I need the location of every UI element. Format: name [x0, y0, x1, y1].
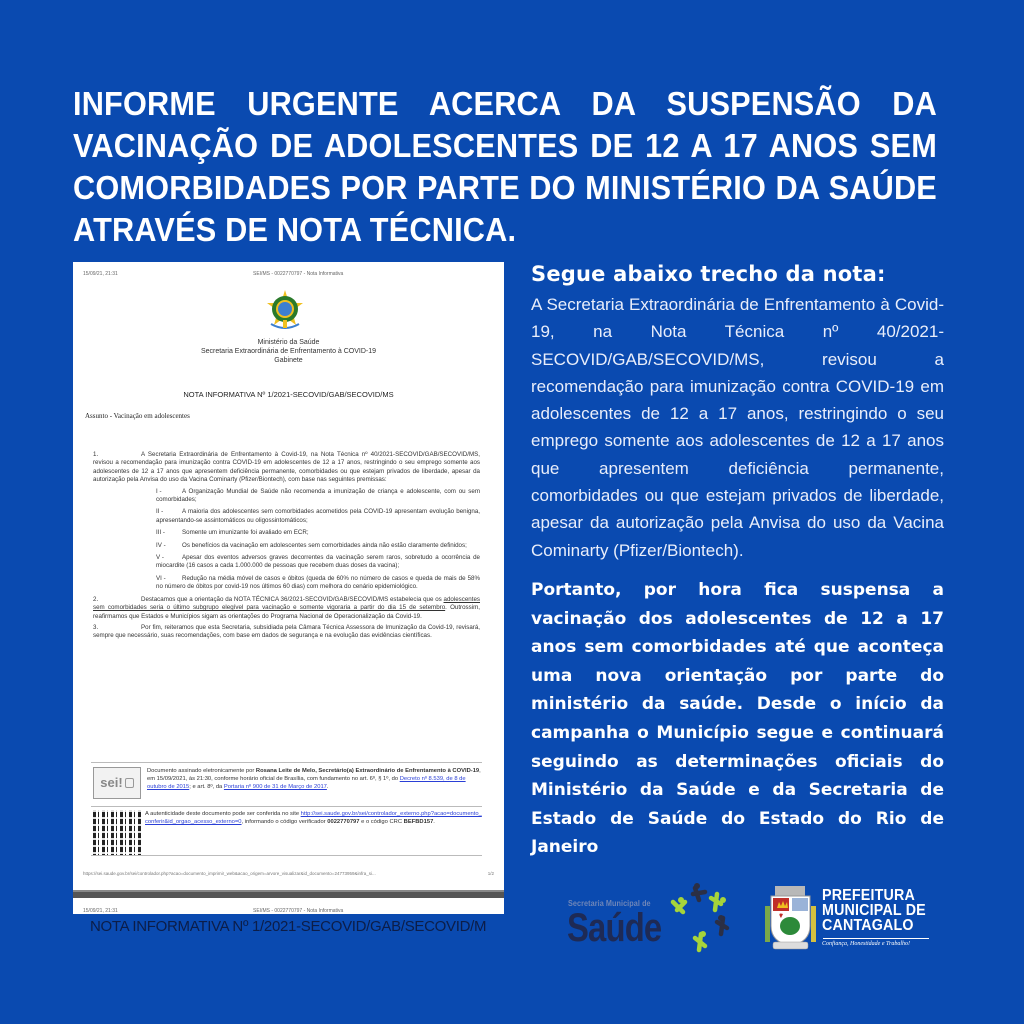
document-image: [73, 262, 504, 914]
authenticity-text: A autenticidade deste documento pode ser conferida no site http://sei.saude.gov.br/sei/controlador_externo.php?acao=documento_conferir&id_orgao_acesso_externo=0, informando o código verificador 0022770797 e o código CRC BEFBD157.: [145, 811, 482, 825]
decree-link[interactable]: Decreto nº 8.539, de 8 de outubro de 2015: [147, 776, 466, 790]
sei-logo: sei!: [93, 767, 141, 799]
paragraph-3: 3. Por fim, reiteramos que esta Secretaria, subsidiada pela Câmara Técnica Assessora de Imunização da Covid-19, revisará, sempre que necessário, suas recomendações, com base em dados de segurança e na evolução das evidências científicas.: [93, 623, 480, 640]
org-line: Ministério da Saúde: [257, 339, 320, 346]
coat-of-arms-icon: [263, 288, 307, 332]
divider: [91, 806, 482, 807]
divider: [91, 855, 482, 856]
people-circle-icon: [665, 880, 735, 955]
signature-block: [93, 767, 482, 799]
divider: [823, 938, 929, 939]
paragraph-1: 1. A Secretaria Extraordinária de Enfrentamento à Covid-19, na Nota Técnica nº 40/2021-SECOVID/GAB/SECOVID/MS, revisou a recomendação para imunização contra COVID-19 em adolescentes de 12 a 17 anos, restringindo o seu emprego somente aos adolescentes de 12 a 17 anos que apresentem deficiência permanente, comorbidades ou que estejam privados de liberdade, apesar da autorização pela Anvisa do uso da Vacina Cominarty (Pfizer/Biontech), com base nas seguintes premissas:: [93, 451, 480, 484]
paragraph-2: 2. Destacamos que a orientação da NOTA TÉCNICA 36/2021-SECOVID/GAB/SECOVID/MS estabelecia que os adolescentes sem comorbidades seria o último subgrupo elegível para vacinação e somente vigoraria a partir do dia 15 de setembro. Outrossim, reafirmamos que Estados e Municípios sigam as orientações do Programa Nacional de Operacionalização da Covid-19.: [93, 595, 480, 620]
document-footer: https://sei.saude.gov.br/sei/controlador.php?acao=documento_imprimir_web&acao_origem=arvore_visualizar&id_documento=24773959&infra_si... 1/2: [83, 871, 494, 876]
premise-item: VI - Redução na média móvel de casos e óbitos (queda de 60% no número de casos e queda de mais de 58% no número de óbitos por covid-19 nos últimos 60 dias) com melhora do cenário epidemiológico.: [156, 574, 480, 591]
divider: [91, 762, 482, 763]
portaria-link[interactable]: Portaria nº 900 de 31 de Março de 2017: [223, 784, 327, 790]
prefeitura-cantagalo-logo: [760, 880, 940, 955]
secretaria-saude-logo: Secretaria Municipal de Saúde: [565, 880, 735, 955]
cantagalo-slogan: Confiança, Honestidade e Trabalho!: [822, 941, 910, 947]
authenticity-block: [93, 810, 482, 856]
lock-icon: [125, 778, 134, 788]
org-line: Gabinete: [274, 357, 303, 364]
excerpt-text: A Secretaria Extraordinária de Enfrentamento à Covid-19, na Nota Técnica nº 40/2021-SECOVID/GAB/SECOVID/MS, revisou a recomendação para imunização contra COVID-19 em adolescentes de 12 a 17 anos, restringindo o seu emprego somente aos adolescentes de 12 a 17 anos que apresentem deficiência permanente, comorbidades ou que estejam privados de liberdade, apesar da autorização pela Anvisa do uso da Vacina Cominarty (Pfizer/Biontech).: [531, 295, 944, 560]
premise-item: IV - Os benefícios da vacinação em adolescentes sem comorbidades ainda não estão claramente definidos;: [156, 541, 467, 549]
verification-link[interactable]: http://sei.saude.gov.br/sei/controlador_externo.php?acao=documento_conferir&id_orgao_acesso_externo=0: [145, 811, 482, 825]
org-line: Secretaria Extraordinária de Enfrentamento à COVID-19: [200, 348, 377, 355]
document-caption: NOTA INFORMATIVA Nº 1/2021-SECOVID/GAB/SECOVID/M: [90, 918, 487, 935]
premise-item: II - A maioria dos adolescentes sem comorbidades acometidos pela COVID-19 apresentam evolução benigna, apresentando-se assintomáticos ou oligossintomáticos;: [156, 508, 480, 524]
document-ref: SEI/MS - 0022770797 - Nota Informativa: [253, 271, 344, 277]
document-organization: [73, 338, 504, 365]
premise-item: V - Apesar dos eventos adversos graves decorrentes da vacinação serem raros, sobretudo a ocorrência de miocardite (16 casos a cada 1.000.000 de pessoas que recebem duas doses da vacina);: [156, 554, 480, 570]
document-body: [93, 451, 480, 644]
premise-item: I - A Organização Mundial de Saúde não recomenda a imunização de criança e adolescente, com ou sem comorbidades;: [156, 487, 480, 504]
headline: INFORME URGENTE ACERCA DA SUSPENSÃO DA VACINAÇÃO DE ADOLESCENTES DE 12 A 17 ANOS SEM COMORBIDADES POR PARTE DO MINISTÉRIO DA SAÚDE ATRAVÉS DE NOTA TÉCNICA.: [73, 85, 937, 248]
premise-item: III - Somente um imunizante foi avaliado em ECR;: [156, 529, 309, 537]
document-date: 15/09/21, 21:31: [83, 271, 118, 277]
page-separator: [73, 890, 504, 898]
conclusion-text: Portanto, por hora fica suspensa a vacinação dos adolescentes de 12 a 17 anos sem comorbidades até que aconteça uma nova orientação por parte do ministério da saúde. Desde o início da campanha o Município segue e continuará seguindo as determinações oficiais do Ministério da Saúde e da Secretaria de Estado de Saúde do Estado do Rio de Janeiro: [531, 579, 944, 858]
right-column: [531, 260, 944, 862]
cantagalo-crest-icon: [763, 884, 818, 952]
cantagalo-name: PREFEITURA MUNICIPAL DE CANTAGALO: [822, 887, 926, 934]
signature-text: Documento assinado eletronicamente por Rosana Leite de Melo, Secretário(a) Extraordinário de Enfrentamento à COVID-19, em 15/09/2021, às 21:30, conforme horário oficial de Brasília, com fundamento no art. 6º, § 1º, do Decreto nº 8.539, de 8 de outubro de 2015; e art. 8º, da Portaria nº 900 de 31 de Março de 2017.: [147, 768, 481, 790]
document-title: NOTA INFORMATIVA Nº 1/2021-SECOVID/GAB/SECOVID/MS: [183, 390, 394, 399]
document-subject: Assunto - Vacinação em adolescentes: [85, 412, 190, 420]
document-header: [83, 271, 494, 277]
page2-header: 15/09/21, 21:31 SEI/MS - 0022770797 - Nota Informativa: [83, 908, 344, 914]
qr-code-icon: [93, 810, 141, 856]
excerpt-heading: Segue abaixo trecho da nota:: [531, 262, 886, 286]
